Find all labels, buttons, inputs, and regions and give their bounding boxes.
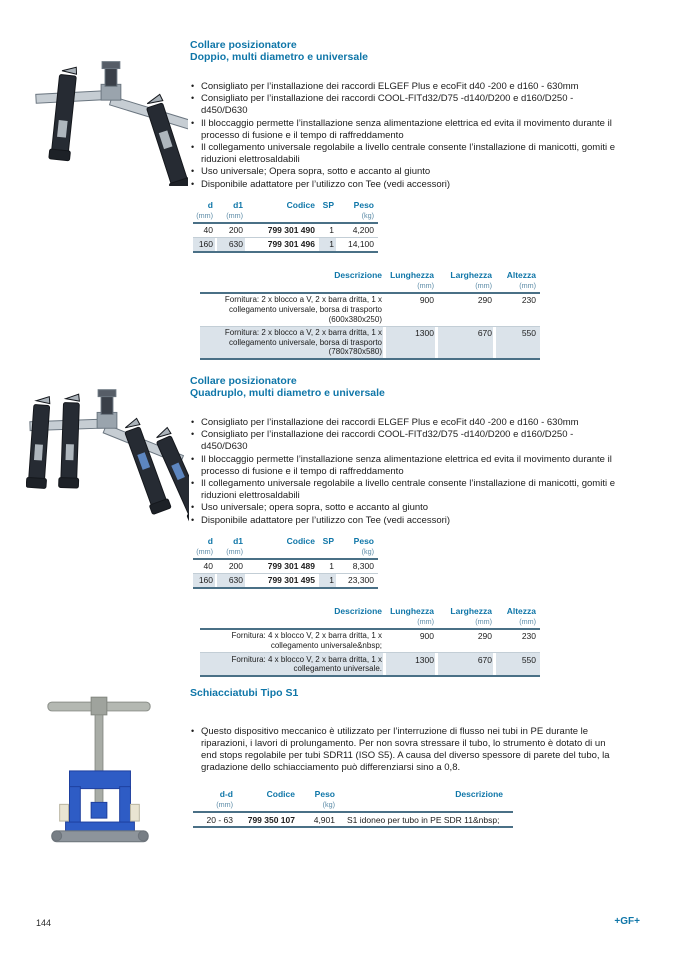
col-header: Altezza bbox=[506, 269, 536, 280]
dim-cell: 230 bbox=[496, 629, 540, 653]
spec-cell: 8,300 bbox=[338, 559, 378, 574]
section-title bbox=[190, 688, 622, 700]
feature-item: • Questo dispositivo meccanico è utilizzato per l’interruzione di flusso nei tubi in PE durante le riparazioni, i lavori di prolungamento. Per non sovra stressare il tubo, lo strumento è dotato di un end stops regolabile per tubi SDR11 (ISO S5). A causa del diverso spessore di parete del tubo, la gradazione dello schiacciamento può differenziarsi sino a 0,8. bbox=[190, 726, 622, 775]
spec-row bbox=[193, 237, 378, 252]
section-title-line1: Schiacciatubi Tipo S1 bbox=[190, 687, 299, 699]
dimension-table bbox=[200, 269, 540, 361]
s1-row bbox=[193, 812, 513, 827]
col-header: Larghezza bbox=[450, 605, 492, 616]
spec-unit-row bbox=[193, 547, 378, 559]
dim-cell: 1300 bbox=[386, 653, 438, 677]
spec-cell: 1 bbox=[319, 573, 338, 588]
col-header: Descrizione bbox=[455, 789, 503, 800]
section-schiacciatubi-s1 bbox=[190, 688, 622, 828]
col-header: Altezza bbox=[506, 605, 536, 616]
product-image-collare-doppio bbox=[30, 36, 188, 186]
spec-cell: 1 bbox=[319, 559, 338, 574]
dim-cell: 230 bbox=[496, 293, 540, 326]
spec-cell: 40 bbox=[193, 223, 217, 238]
section-title bbox=[190, 376, 622, 399]
feature-item: • Consigliato per l’installazione dei raccordi ELGEF Plus e ecoFit d40 -200 e d160 - 630mm bbox=[190, 417, 622, 429]
dim-cell: 670 bbox=[438, 326, 496, 359]
s1-cell-descrizione: S1 idoneo per tubo in PE SDR 11&nbsp; bbox=[339, 812, 513, 827]
dim-cell-descrizione: Fornitura: 4 x blocco V, 2 x barra dritta, 1 x collegamento universale&nbsp; bbox=[200, 629, 386, 653]
col-unit bbox=[247, 211, 319, 223]
col-unit bbox=[200, 281, 386, 293]
col-header: d bbox=[207, 535, 213, 546]
dim-cell: 290 bbox=[438, 293, 496, 326]
col-unit bbox=[319, 547, 338, 559]
col-unit: (kg) bbox=[299, 800, 339, 812]
feature-list bbox=[190, 726, 622, 775]
spec-header-row bbox=[193, 535, 378, 547]
col-unit: (mm) bbox=[496, 617, 540, 629]
dim-row bbox=[200, 653, 540, 677]
product-image-collare-quadruplo bbox=[26, 370, 189, 525]
product-image-schiacciatubi-s1 bbox=[40, 686, 158, 846]
dim-header-row bbox=[200, 269, 540, 281]
feature-list bbox=[190, 417, 622, 527]
spec-row bbox=[193, 559, 378, 574]
dim-cell: 290 bbox=[438, 629, 496, 653]
feature-item: • Il collegamento universale regolabile a livello centrale consente l’installazione di manicotti, gomiti e riduzioni elettrosaldabili bbox=[190, 142, 622, 166]
dim-cell-descrizione: Fornitura: 2 x blocco a V, 2 x barra dritta, 1 x collegamento universale, borsa di trasporto (780x780x580) bbox=[200, 326, 386, 359]
s1-cell-codice: 799 350 107 bbox=[237, 812, 299, 827]
col-unit: (mm) bbox=[193, 211, 217, 223]
spec-cell: 4,200 bbox=[338, 223, 378, 238]
col-unit: (kg) bbox=[338, 211, 378, 223]
col-unit bbox=[247, 547, 319, 559]
s1-header-row bbox=[193, 788, 513, 800]
feature-item: • Il collegamento universale regolabile a livello centrale consente l’installazione di manicotti, gomiti e riduzioni elettrosaldabili bbox=[190, 478, 622, 502]
spec-row bbox=[193, 573, 378, 588]
section-title-line2: Doppio, multi diametro e universale bbox=[190, 50, 368, 63]
col-unit: (kg) bbox=[338, 547, 378, 559]
dim-cell-descrizione: Fornitura: 2 x blocco a V, 2 x barra dritta, 1 x collegamento universale, borsa di trasporto (600x380x250) bbox=[200, 293, 386, 326]
dim-cell: 670 bbox=[438, 653, 496, 677]
dim-unit-row bbox=[200, 617, 540, 629]
dimension-table bbox=[200, 605, 540, 677]
col-header: d-d bbox=[219, 789, 233, 800]
col-header: Larghezza bbox=[450, 269, 492, 280]
col-unit bbox=[319, 211, 338, 223]
dim-cell: 900 bbox=[386, 629, 438, 653]
col-header: Codice bbox=[266, 789, 295, 800]
spec-cell: 23,300 bbox=[338, 573, 378, 588]
feature-item: • Uso universale; opera sopra, sotto e accanto al giunto bbox=[190, 502, 622, 514]
spec-cell-codice: 799 301 490 bbox=[247, 223, 319, 238]
section-title bbox=[190, 40, 622, 63]
feature-item: • Uso universale; Opera sopra, sotto e accanto al giunto bbox=[190, 166, 622, 178]
spec-cell: 200 bbox=[217, 223, 247, 238]
s1-unit-row bbox=[193, 800, 513, 812]
spec-row bbox=[193, 223, 378, 238]
dim-header-row bbox=[200, 605, 540, 617]
dim-cell: 550 bbox=[496, 653, 540, 677]
feature-item: • Il bloccaggio permette l’installazione senza alimentazione elettrica ed evita il movimento durante il processo di fusione e il tempo di raffreddamento bbox=[190, 454, 622, 478]
col-header: Codice bbox=[286, 535, 315, 546]
col-unit: (mm) bbox=[496, 281, 540, 293]
col-unit bbox=[200, 617, 386, 629]
spec-table bbox=[193, 199, 378, 253]
section-collare-doppio bbox=[190, 40, 622, 360]
col-header: Peso bbox=[314, 789, 335, 800]
col-header: d bbox=[207, 199, 213, 210]
section-title-line1: Collare posizionatore bbox=[190, 375, 297, 387]
page-number: 144 bbox=[36, 918, 52, 928]
s1-cell: 4,901 bbox=[299, 812, 339, 827]
spec-cell: 14,100 bbox=[338, 237, 378, 252]
spec-cell: 200 bbox=[217, 559, 247, 574]
dim-row bbox=[200, 326, 540, 359]
spec-cell-codice: 799 301 496 bbox=[247, 237, 319, 252]
col-header: SP bbox=[322, 199, 334, 210]
col-header: Codice bbox=[286, 199, 315, 210]
feature-item: • Disponibile adattatore per l’utilizzo con Tee (vedi accessori) bbox=[190, 179, 622, 191]
spec-unit-row bbox=[193, 211, 378, 223]
col-unit: (mm) bbox=[217, 211, 247, 223]
spec-cell: 1 bbox=[319, 237, 338, 252]
dim-row bbox=[200, 293, 540, 326]
spec-cell: 40 bbox=[193, 559, 217, 574]
col-unit: (mm) bbox=[386, 281, 438, 293]
section-title-line2: Quadruplo, multi diametro e universale bbox=[190, 386, 385, 399]
dim-unit-row bbox=[200, 281, 540, 293]
col-unit: (mm) bbox=[193, 800, 237, 812]
feature-item: • Consigliato per l’installazione dei raccordi COOL-FITd32/D75 -d140/D200 e d160/D250 - d450/D630 bbox=[190, 93, 622, 117]
feature-item: • Disponibile adattatore per l’utilizzo con Tee (vedi accessori) bbox=[190, 515, 622, 527]
col-unit: (mm) bbox=[193, 547, 217, 559]
spec-cell-codice: 799 301 495 bbox=[247, 573, 319, 588]
section-collare-quadruplo bbox=[190, 376, 622, 677]
col-unit: (mm) bbox=[438, 617, 496, 629]
dim-cell: 900 bbox=[386, 293, 438, 326]
col-unit bbox=[339, 800, 513, 812]
brand-logo: +GF+ bbox=[614, 916, 640, 927]
feature-item: • Consigliato per l’installazione dei raccordi ELGEF Plus e ecoFit d40 -200 e d160 - 630mm bbox=[190, 81, 622, 93]
spec-cell: 630 bbox=[217, 237, 247, 252]
dim-cell-descrizione: Fornitura: 4 x blocco V, 2 x barra dritta, 1 x collegamento universale. bbox=[200, 653, 386, 677]
col-unit: (mm) bbox=[438, 281, 496, 293]
col-header: Descrizione bbox=[334, 605, 382, 616]
col-header: Descrizione bbox=[334, 269, 382, 280]
col-unit: (mm) bbox=[217, 547, 247, 559]
s1-cell: 20 - 63 bbox=[193, 812, 237, 827]
spec-table bbox=[193, 535, 378, 589]
spec-cell: 1 bbox=[319, 223, 338, 238]
spec-cell-codice: 799 301 489 bbox=[247, 559, 319, 574]
col-unit bbox=[237, 800, 299, 812]
dim-cell: 1300 bbox=[386, 326, 438, 359]
dim-cell: 550 bbox=[496, 326, 540, 359]
feature-item: • Il bloccaggio permette l’installazione senza alimentazione elettrica ed evita il movimento durante il processo di fusione e il tempo di raffreddamento bbox=[190, 118, 622, 142]
col-header: Peso bbox=[353, 199, 374, 210]
spec-cell: 160 bbox=[193, 237, 217, 252]
col-header: Lunghezza bbox=[390, 605, 434, 616]
col-header: d1 bbox=[233, 199, 243, 210]
s1-table bbox=[193, 788, 513, 828]
spec-header-row bbox=[193, 199, 378, 211]
feature-item: • Consigliato per l’installazione dei raccordi COOL-FITd32/D75 -d140/D200 e d160/D250 - d450/D630 bbox=[190, 429, 622, 453]
feature-list bbox=[190, 81, 622, 191]
col-header: SP bbox=[322, 535, 334, 546]
spec-cell: 630 bbox=[217, 573, 247, 588]
col-header: d1 bbox=[233, 535, 243, 546]
col-unit: (mm) bbox=[386, 617, 438, 629]
dim-row bbox=[200, 629, 540, 653]
section-title-line1: Collare posizionatore bbox=[190, 39, 297, 51]
spec-cell: 160 bbox=[193, 573, 217, 588]
col-header: Peso bbox=[353, 535, 374, 546]
col-header: Lunghezza bbox=[390, 269, 434, 280]
